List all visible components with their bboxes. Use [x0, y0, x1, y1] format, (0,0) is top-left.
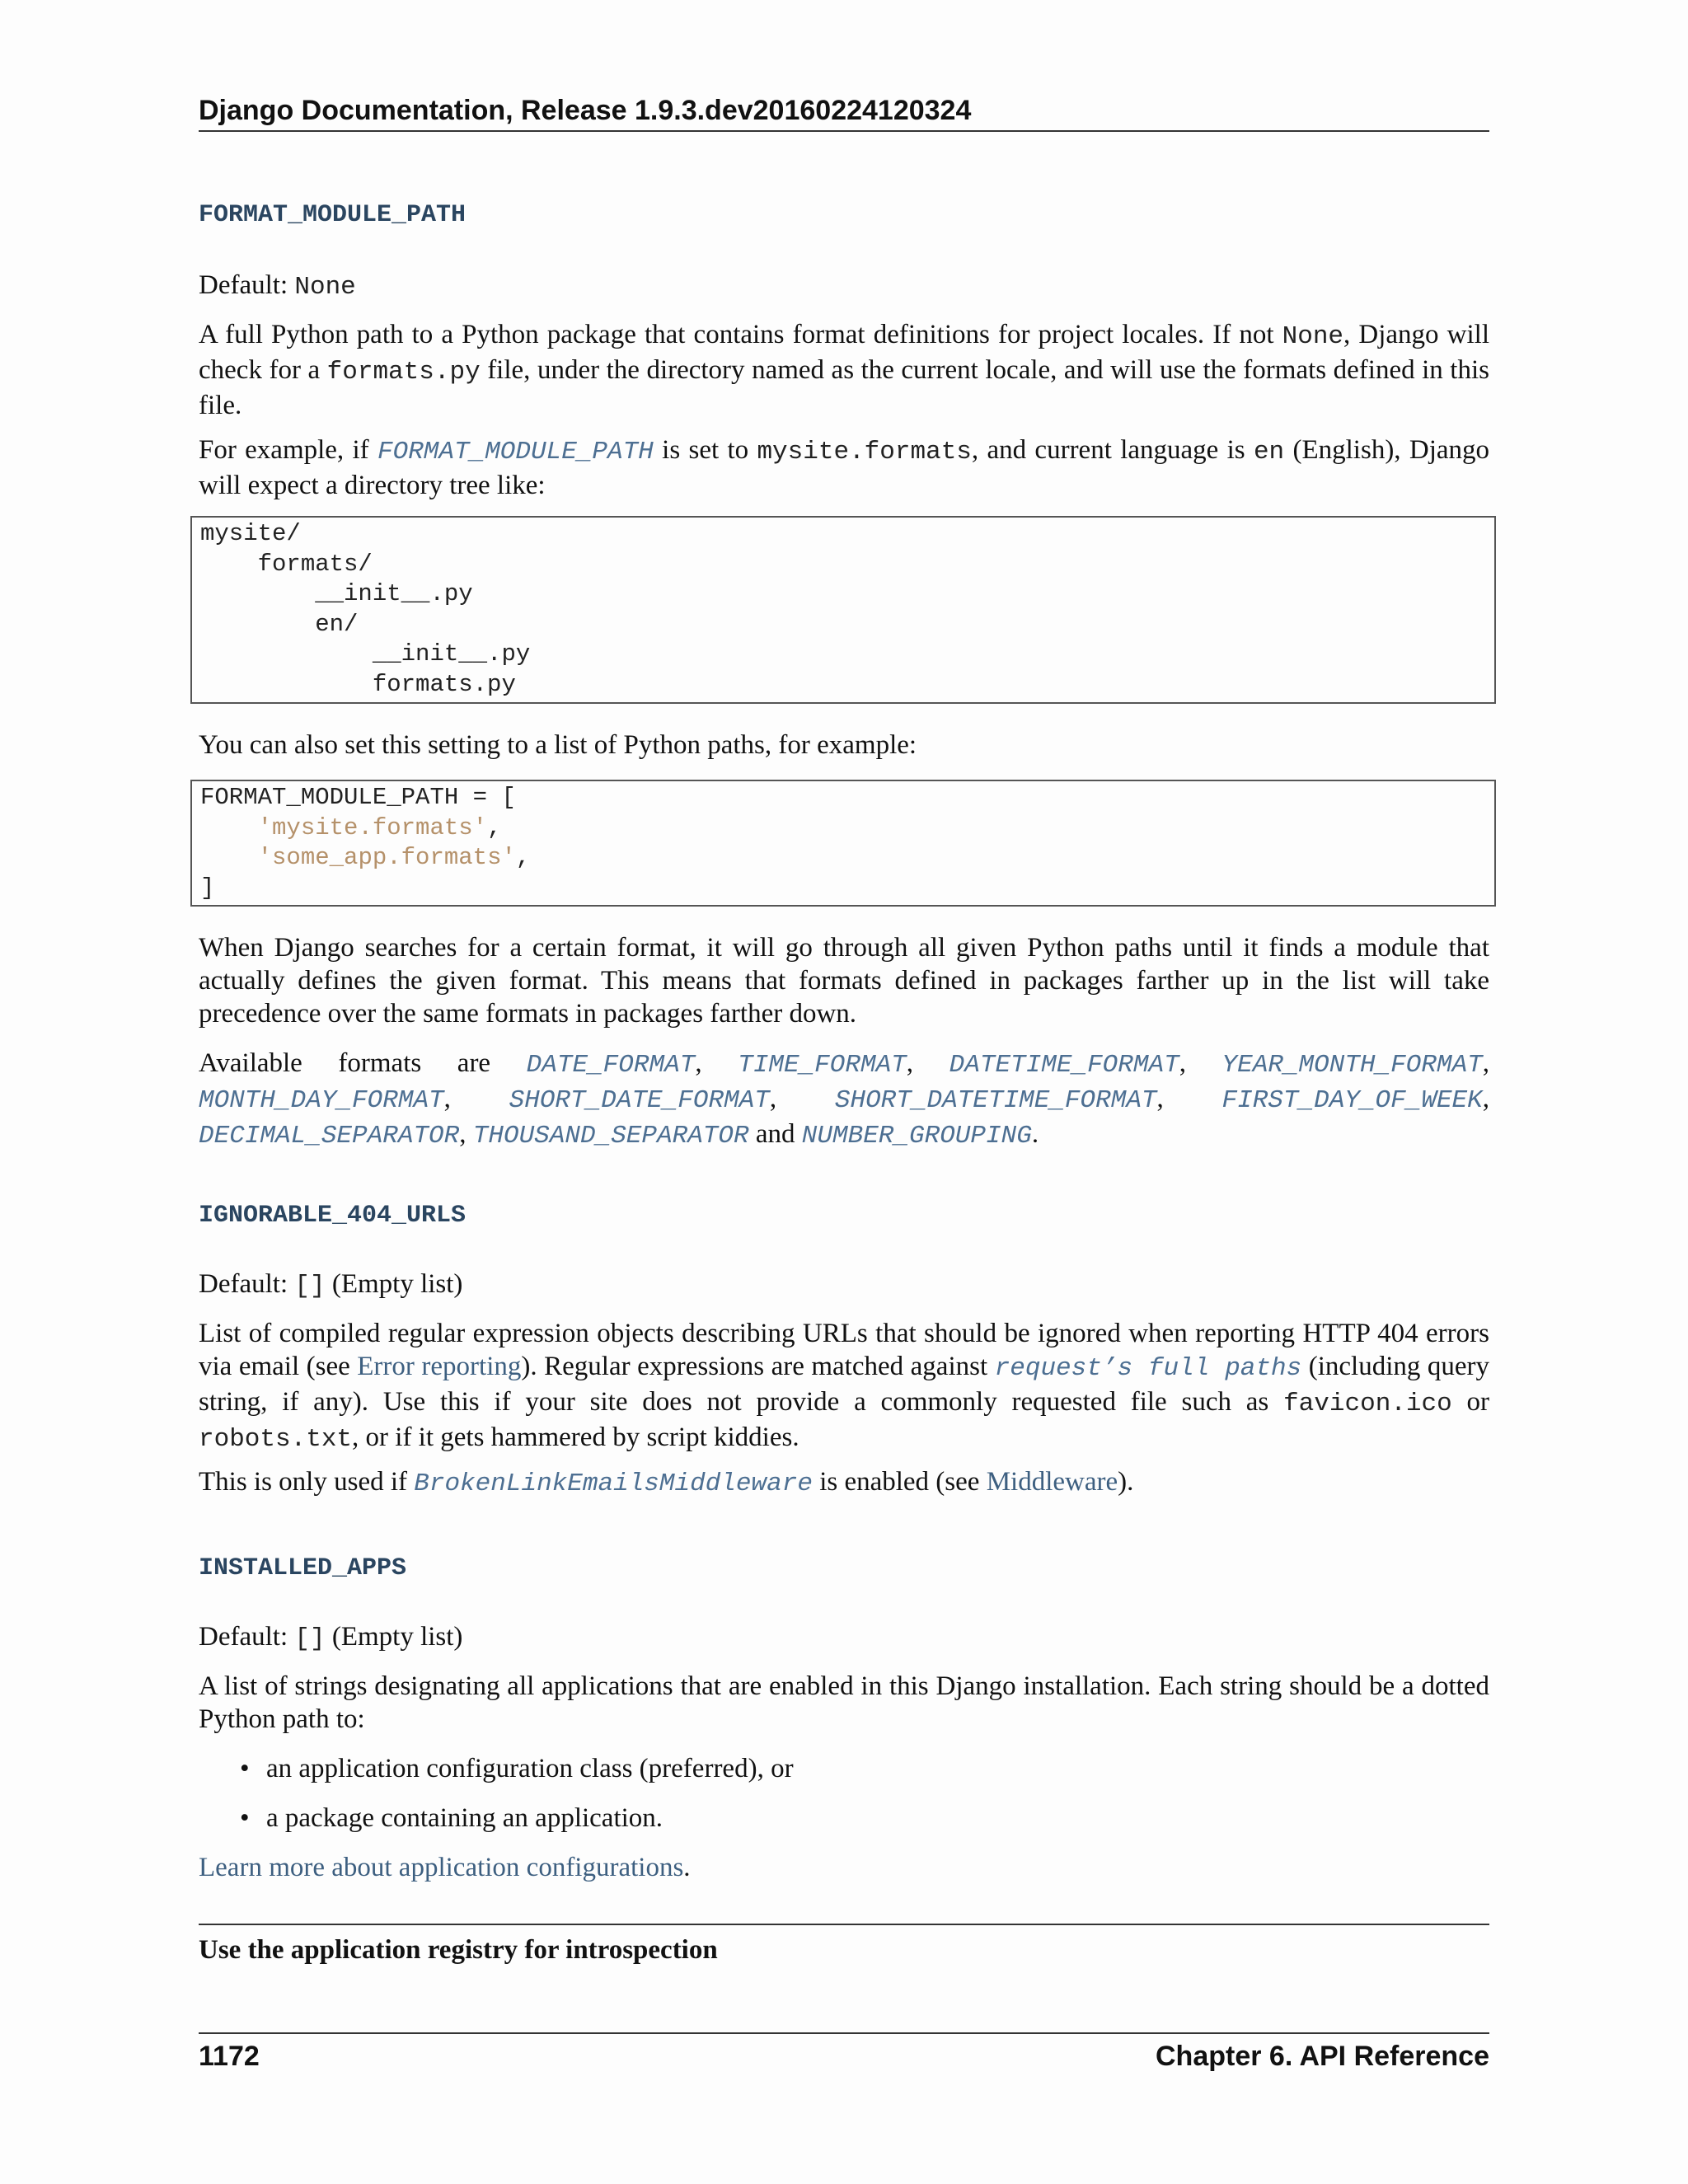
- installed-apps-bullet-list: [240, 1752, 1476, 1851]
- text: and: [748, 1119, 802, 1149]
- format-module-path-default: [199, 269, 1489, 304]
- comma: ,: [487, 813, 502, 841]
- directory-tree-code-block: [190, 516, 1496, 704]
- default-value: []: [294, 1272, 326, 1301]
- time-format-link[interactable]: TIME_FORMAT: [738, 1051, 907, 1080]
- comma: ,: [515, 844, 531, 871]
- text: .: [683, 1853, 691, 1882]
- default-value: []: [294, 1624, 326, 1653]
- python-paths-intro: You can also set this setting to a list of Python paths, for example:: [199, 730, 917, 760]
- inline-code: robots.txt: [199, 1425, 353, 1454]
- code-line: formats/: [200, 550, 373, 578]
- format-module-path-link[interactable]: FORMAT_MODULE_PATH: [377, 438, 654, 466]
- broken-link-emails-middleware-link[interactable]: BrokenLinkEmailsMiddleware: [414, 1469, 813, 1498]
- text: file, under the directory named as the current locale, and will use the formats defined in this file.: [199, 355, 1489, 420]
- python-paths-code-block: [190, 780, 1496, 907]
- request-full-paths-link[interactable]: request’s full paths: [994, 1354, 1302, 1383]
- page-footer: [199, 2041, 1489, 2073]
- error-reporting-link[interactable]: Error reporting: [357, 1352, 522, 1381]
- text: A full Python path to a Python package that contains format definitions for project locales. If not: [199, 320, 1282, 349]
- text: is enabled (see: [812, 1467, 987, 1497]
- code-line: __init__.py: [200, 580, 473, 607]
- code-line: ]: [200, 874, 215, 902]
- short-datetime-format-link[interactable]: SHORT_DATETIME_FORMAT: [834, 1086, 1157, 1115]
- separator: ,: [906, 1048, 950, 1078]
- search-order-description: When Django searches for a certain format, it will go through all given Python paths until it finds a module that actually defines the given format. This means that formats defined in packages farther up in the list will take precedence over the same formats in packages farther down.: [199, 933, 1489, 1029]
- text: Available formats are: [199, 1048, 527, 1078]
- text: or: [1451, 1387, 1490, 1417]
- inline-code: en: [1253, 438, 1285, 466]
- chapter-title: Chapter 6. API Reference: [1156, 2041, 1489, 2072]
- text: , or if it gets hammered by script kiddies.: [352, 1422, 799, 1452]
- default-label: Default:: [199, 1269, 288, 1299]
- thousand-separator-link[interactable]: THOUSAND_SEPARATOR: [472, 1122, 749, 1151]
- separator: .: [1031, 1119, 1039, 1149]
- first-day-of-week-link[interactable]: FIRST_DAY_OF_WEEK: [1221, 1086, 1483, 1115]
- inline-code: None: [1282, 322, 1344, 351]
- code-line: FORMAT_MODULE_PATH = [: [200, 784, 516, 811]
- format-module-path-example-intro: [199, 434, 1489, 502]
- ignorable-404-urls-default: [199, 1268, 1489, 1303]
- text: (English), Django will expect a directory tree like:: [199, 435, 1490, 500]
- separator: ,: [459, 1119, 473, 1149]
- page-number: 1172: [199, 2041, 260, 2072]
- text: is set to: [653, 435, 757, 465]
- text: , Django will check for a: [199, 320, 1489, 385]
- installed-apps-default: [199, 1620, 1489, 1656]
- separator: ,: [1179, 1048, 1222, 1078]
- running-header: Django Documentation, Release 1.9.3.dev20160224120324: [199, 92, 1489, 132]
- text: ). Regular expressions are matched against: [521, 1352, 995, 1381]
- default-label: Default:: [199, 1622, 288, 1652]
- datetime-format-link[interactable]: DATETIME_FORMAT: [949, 1051, 1179, 1080]
- default-note: (Empty list): [331, 1622, 463, 1652]
- separator: ,: [769, 1084, 835, 1113]
- list-item: • an application configuration class (preferred), or: [240, 1752, 1476, 1785]
- code-line: en/: [200, 610, 359, 638]
- text: (including query string, if any). Use this if your site does not provide a commonly requested file such as: [199, 1352, 1490, 1417]
- footer-divider: [199, 2032, 1489, 2034]
- installed-apps-description: A list of strings designating all applications that are enabled in this Django installation. Each string should be a dotted Python path to:: [199, 1671, 1489, 1734]
- string-literal: 'mysite.formats': [257, 813, 488, 841]
- short-date-format-link[interactable]: SHORT_DATE_FORMAT: [509, 1086, 770, 1115]
- middleware-link[interactable]: Middleware: [986, 1467, 1118, 1497]
- inline-code: formats.py: [326, 358, 481, 387]
- format-module-path-heading: FORMAT_MODULE_PATH: [199, 201, 467, 229]
- available-formats: [199, 1047, 1489, 1153]
- list-item: • a package containing an application.: [240, 1802, 1476, 1835]
- month-day-format-link[interactable]: MONTH_DAY_FORMAT: [199, 1086, 444, 1115]
- text: This is only used if: [199, 1467, 415, 1497]
- broken-link-middleware-note: [199, 1465, 1489, 1501]
- text: ).: [1118, 1467, 1134, 1497]
- inline-code: mysite.formats: [757, 438, 972, 466]
- separator: ,: [695, 1048, 738, 1078]
- learn-more-paragraph: [199, 1851, 1489, 1884]
- code-line: [200, 813, 1486, 844]
- code-line: mysite/: [200, 520, 301, 547]
- default-label: Default:: [199, 270, 288, 300]
- text: List of compiled regular expression objects describing URLs that should be ignored when reporting HTTP 404 errors via email (see: [199, 1319, 1489, 1381]
- callout-title: Use the application registry for introspection: [199, 1935, 718, 1965]
- application-configurations-link[interactable]: Learn more about application configurations: [199, 1853, 684, 1882]
- default-note: (Empty list): [331, 1269, 463, 1299]
- separator: ,: [1482, 1084, 1490, 1113]
- text: , and current language is: [971, 435, 1254, 465]
- text: For example, if: [199, 435, 377, 465]
- code-line: [200, 843, 1486, 874]
- string-literal: 'some_app.formats': [257, 844, 516, 871]
- code-line: __init__.py: [200, 640, 531, 668]
- callout-divider: [199, 1924, 1489, 1925]
- default-value: None: [294, 273, 356, 302]
- number-grouping-link[interactable]: NUMBER_GROUPING: [801, 1122, 1032, 1151]
- date-format-link[interactable]: DATE_FORMAT: [526, 1051, 696, 1080]
- decimal-separator-link[interactable]: DECIMAL_SEPARATOR: [199, 1122, 460, 1151]
- separator: ,: [443, 1084, 509, 1113]
- year-month-format-link[interactable]: YEAR_MONTH_FORMAT: [1221, 1051, 1483, 1080]
- ignorable-404-urls-heading: IGNORABLE_404_URLS: [199, 1202, 467, 1230]
- inline-code: favicon.ico: [1283, 1390, 1452, 1418]
- installed-apps-heading: INSTALLED_APPS: [199, 1554, 407, 1582]
- format-module-path-description: [199, 318, 1489, 422]
- ignorable-404-urls-description: [199, 1317, 1489, 1456]
- separator: ,: [1156, 1084, 1222, 1113]
- separator: ,: [1482, 1048, 1490, 1078]
- code-line: formats.py: [200, 670, 516, 698]
